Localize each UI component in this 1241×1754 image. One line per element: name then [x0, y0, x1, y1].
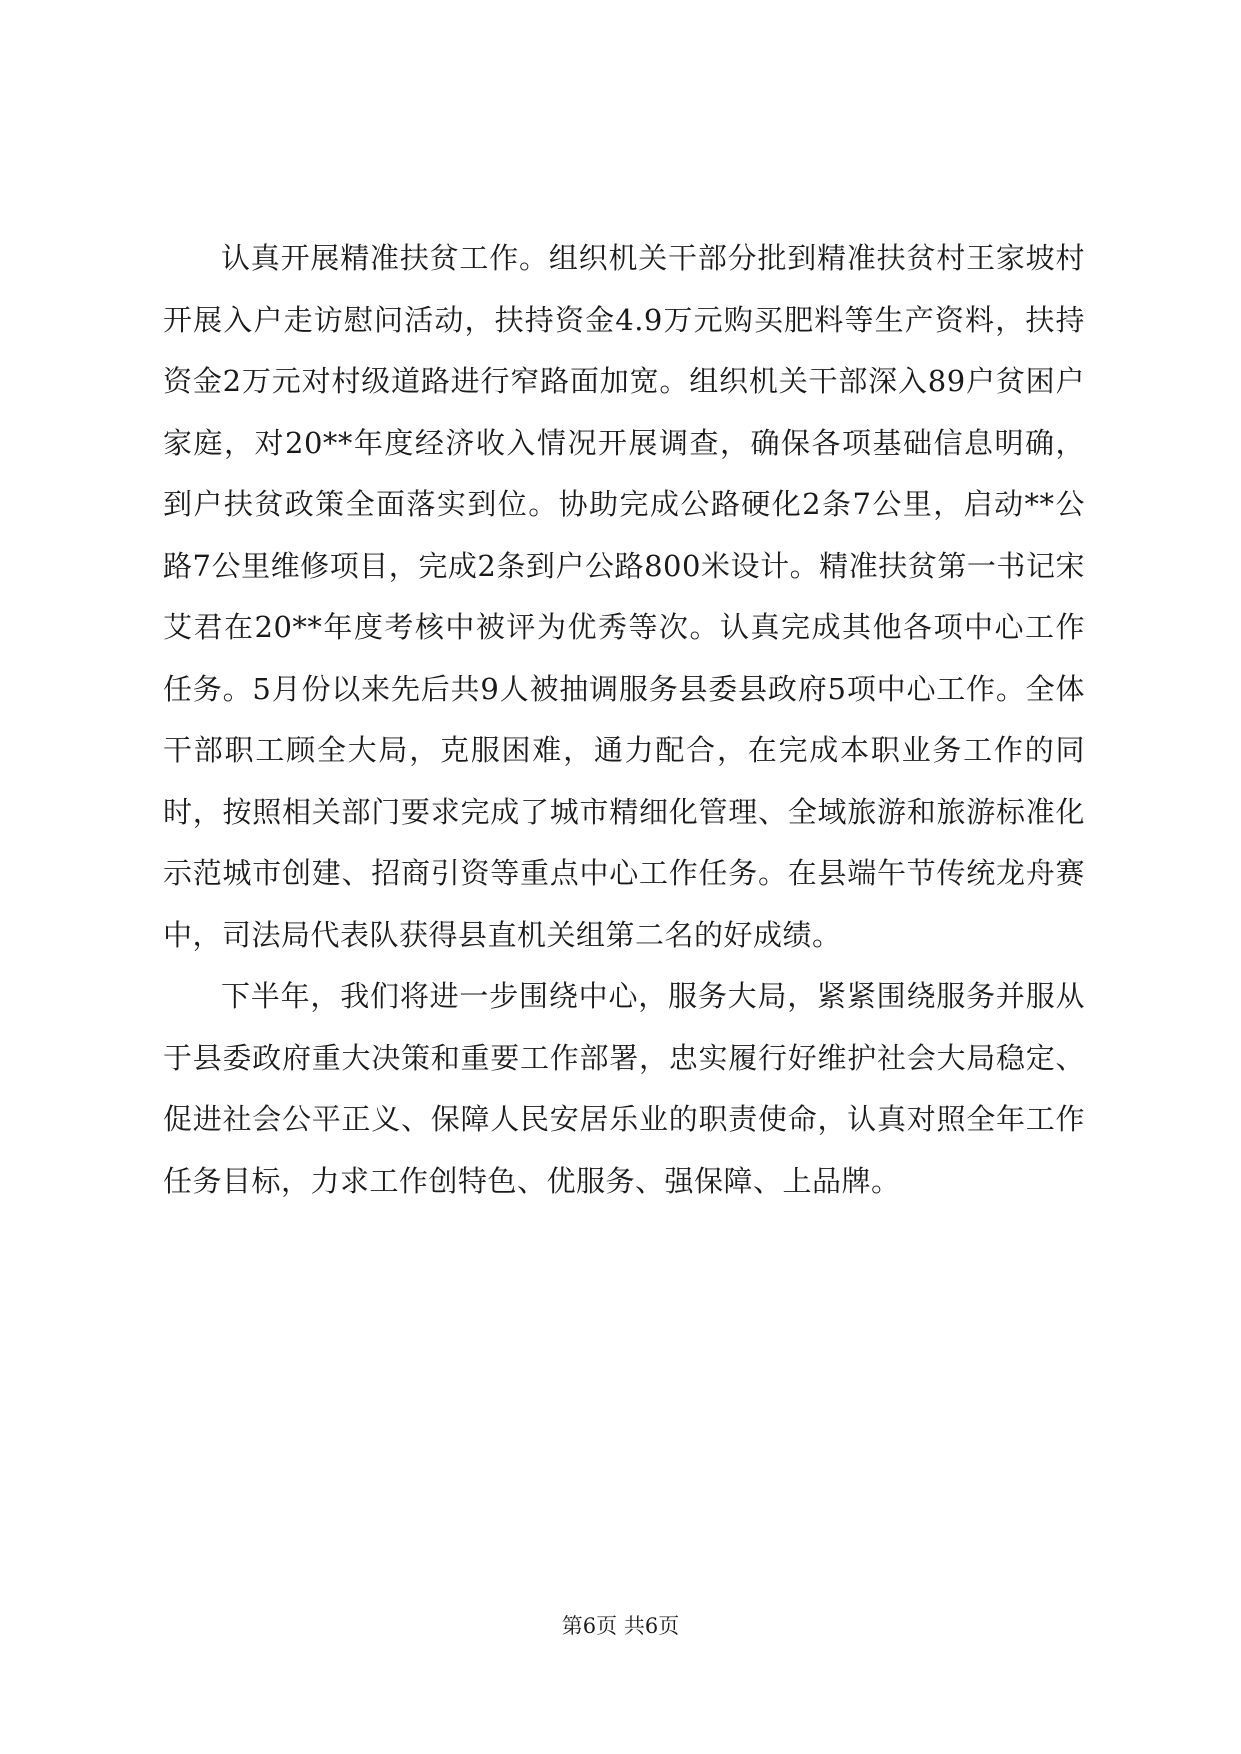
page-number-footer: 第6页 共6页: [561, 1614, 680, 1638]
document-body: [163, 228, 1085, 1212]
paragraph-second-half-plan: 下半年，我们将进一步围绕中心，服务大局，紧紧围绕服务并服从于县委政府重大决策和重要工作部署，忠实履行好维护社会大局稳定、促进社会公平正义、保障人民安居乐业的职责使命，认真对照全年工作任务目标，力求工作创特色、优服务、强保障、上品牌。: [163, 979, 1085, 1198]
paragraph-poverty-alleviation: 认真开展精准扶贫工作。组织机关干部分批到精准扶贫村王家坡村开展入户走访慰问活动，扶持资金4.9万元购买肥料等生产资料，扶持资金2万元对村级道路进行窄路面加宽。组织机关干部深入89户贫困户家庭，对20**年度经济收入情况开展调查，确保各项基础信息明确，到户扶贫政策全面落实到位。协助完成公路硬化2条7公里，启动**公路7公里维修项目，完成2条到户公路800米设计。精准扶贫第一书记宋艾君在20**年度考核中被评为优秀等次。认真完成其他各项中心工作任务。5月份以来先后共9人被抽调服务县委县政府5项中心工作。全体干部职工顾全大局，克服困难，通力配合，在完成本职业务工作的同时，按照相关部门要求完成了城市精细化管理、全域旅游和旅游标准化示范城市创建、招商引资等重点中心工作任务。在县端午节传统龙舟赛中，司法局代表队获得县直机关组第二名的好成绩。: [163, 241, 1085, 952]
